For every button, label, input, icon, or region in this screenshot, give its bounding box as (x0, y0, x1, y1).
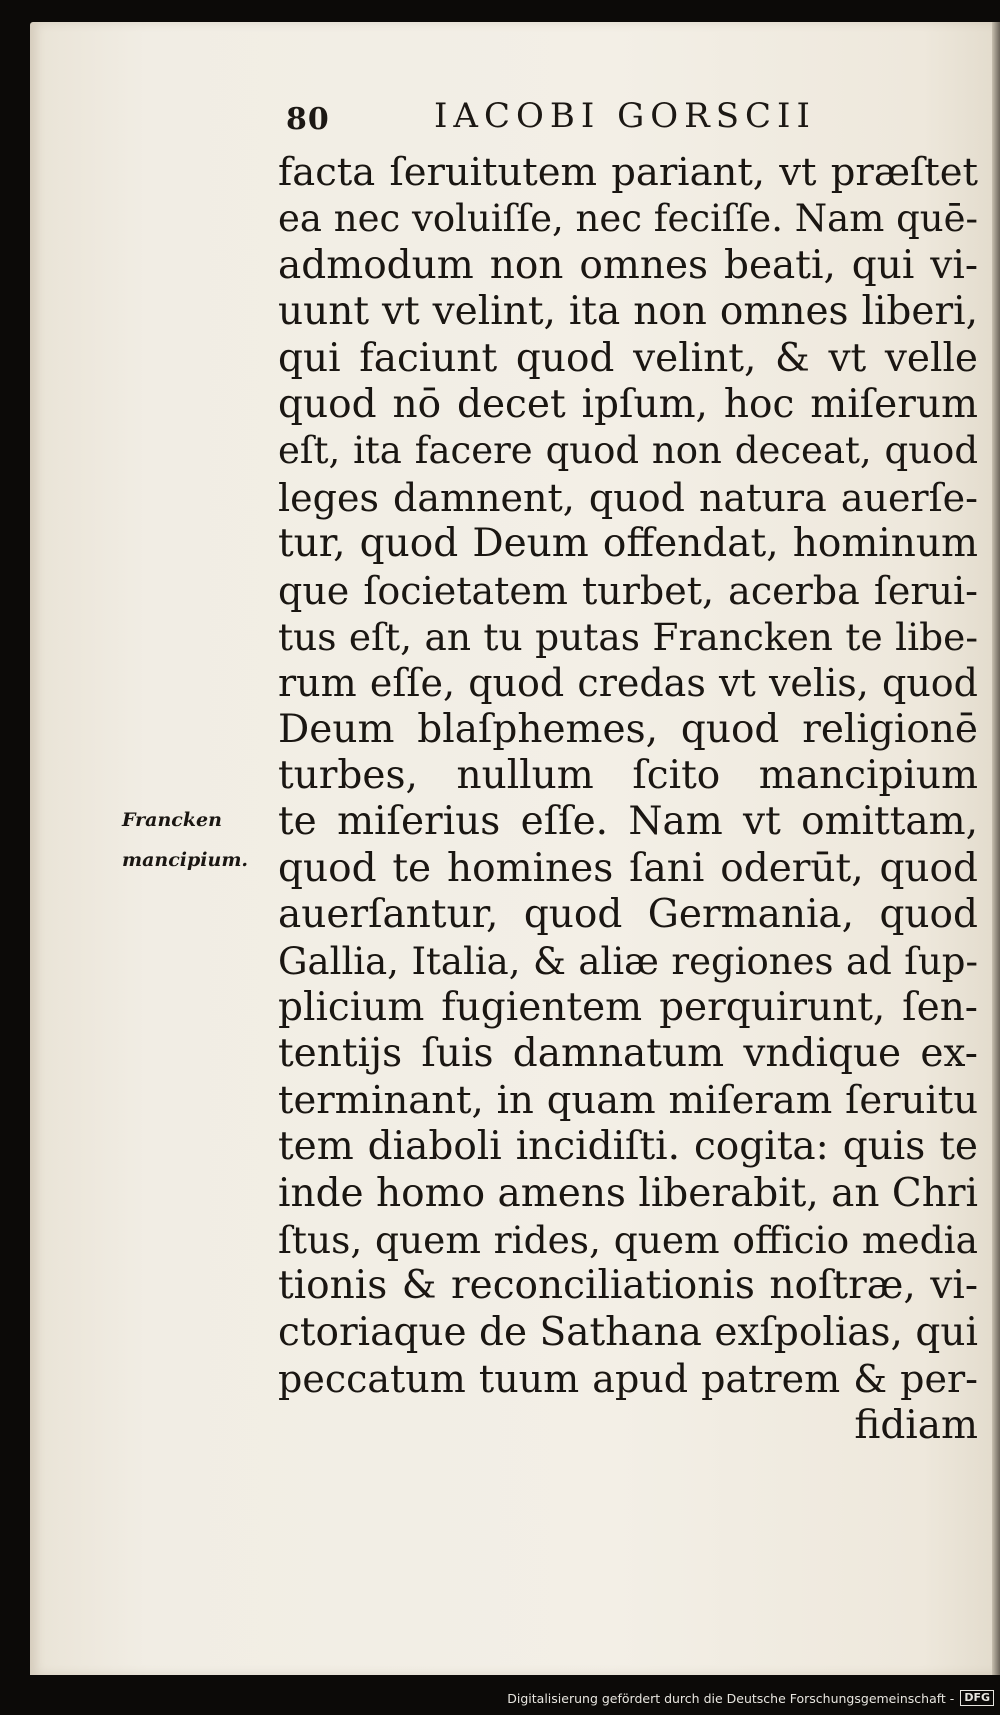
text-line: tus eſt, an tu putas Francken te libe- (278, 614, 978, 659)
text-line: tur, quod Deum offendat, hominum (278, 521, 978, 567)
text-line: terminant, in quam miſeram ſeruitu (278, 1077, 978, 1123)
digitization-footer (507, 1687, 994, 1709)
catchword: fidiam (854, 1402, 978, 1448)
text-line: plicium fugientem perquirunt, ſen- (278, 985, 978, 1031)
dfg-logo: DFG (960, 1690, 994, 1706)
text-line: te miſerius eſſe. Nam vt omittam, (278, 799, 978, 845)
text-line: leges damnent, quod natura auerſe- (278, 475, 978, 520)
text-line: ea nec voluiſſe, nec feciſſe. Nam quē- (278, 197, 978, 241)
page-edge (992, 22, 1000, 1675)
margin-note (122, 800, 282, 880)
text-line: rum eſſe, quod credas vt velis, quod (278, 661, 978, 706)
text-line: qui faciunt quod velint, & vt velle (278, 335, 978, 381)
text-line: facta ſeruitutem pariant, vt præſtet (278, 150, 978, 195)
funding-credit: Digitalisierung gefördert durch die Deutsche Forschungsgemeinschaft - (507, 1690, 955, 1706)
running-head: IACOBI GORSCII (434, 96, 816, 136)
text-line: quod nō decet ipſum, hoc miſerum (278, 381, 978, 427)
text-line: uunt vt velint, ita non omnes liberi, (278, 289, 978, 335)
margin-note-line: mancipium. (122, 849, 249, 871)
text-line: que ſocietatem turbet, acerba ſerui- (278, 568, 978, 613)
text-line: ſtus, quem rides, quem officio media (278, 1217, 978, 1262)
text-line: turbes, nullum ſcito mancipium (278, 753, 978, 799)
text-line: Deum blaſphemes, quod religionē (278, 706, 978, 752)
text-line: inde homo amens liberabit, an Chri (278, 1170, 978, 1216)
text-line: ctoriaque de Sathana exſpolias, qui (278, 1309, 978, 1355)
margin-note-line: Francken (122, 809, 222, 831)
body-text (278, 150, 978, 1449)
page-header (286, 96, 886, 144)
page-number: 80 (286, 102, 330, 137)
text-line: tem diaboli incidiſti. cogita: quis te (278, 1124, 978, 1170)
text-line: tionis & reconciliationis noſtræ, vi- (278, 1263, 978, 1309)
text-line: auerſantur, quod Germania, quod (278, 892, 978, 938)
text-line: tentijs ſuis damnatum vndique ex- (278, 1031, 978, 1077)
text-line: Gallia, Italia, & aliæ regiones ad ſup- (278, 939, 978, 983)
text-line: peccatum tuum apud patrem & per- (278, 1357, 978, 1402)
text-line: quod te homines ſani oderūt, quod (278, 845, 978, 891)
text-line: admodum non omnes beati, qui vi- (278, 242, 978, 288)
text-line: eſt, ita facere quod non deceat, quod (278, 429, 978, 473)
